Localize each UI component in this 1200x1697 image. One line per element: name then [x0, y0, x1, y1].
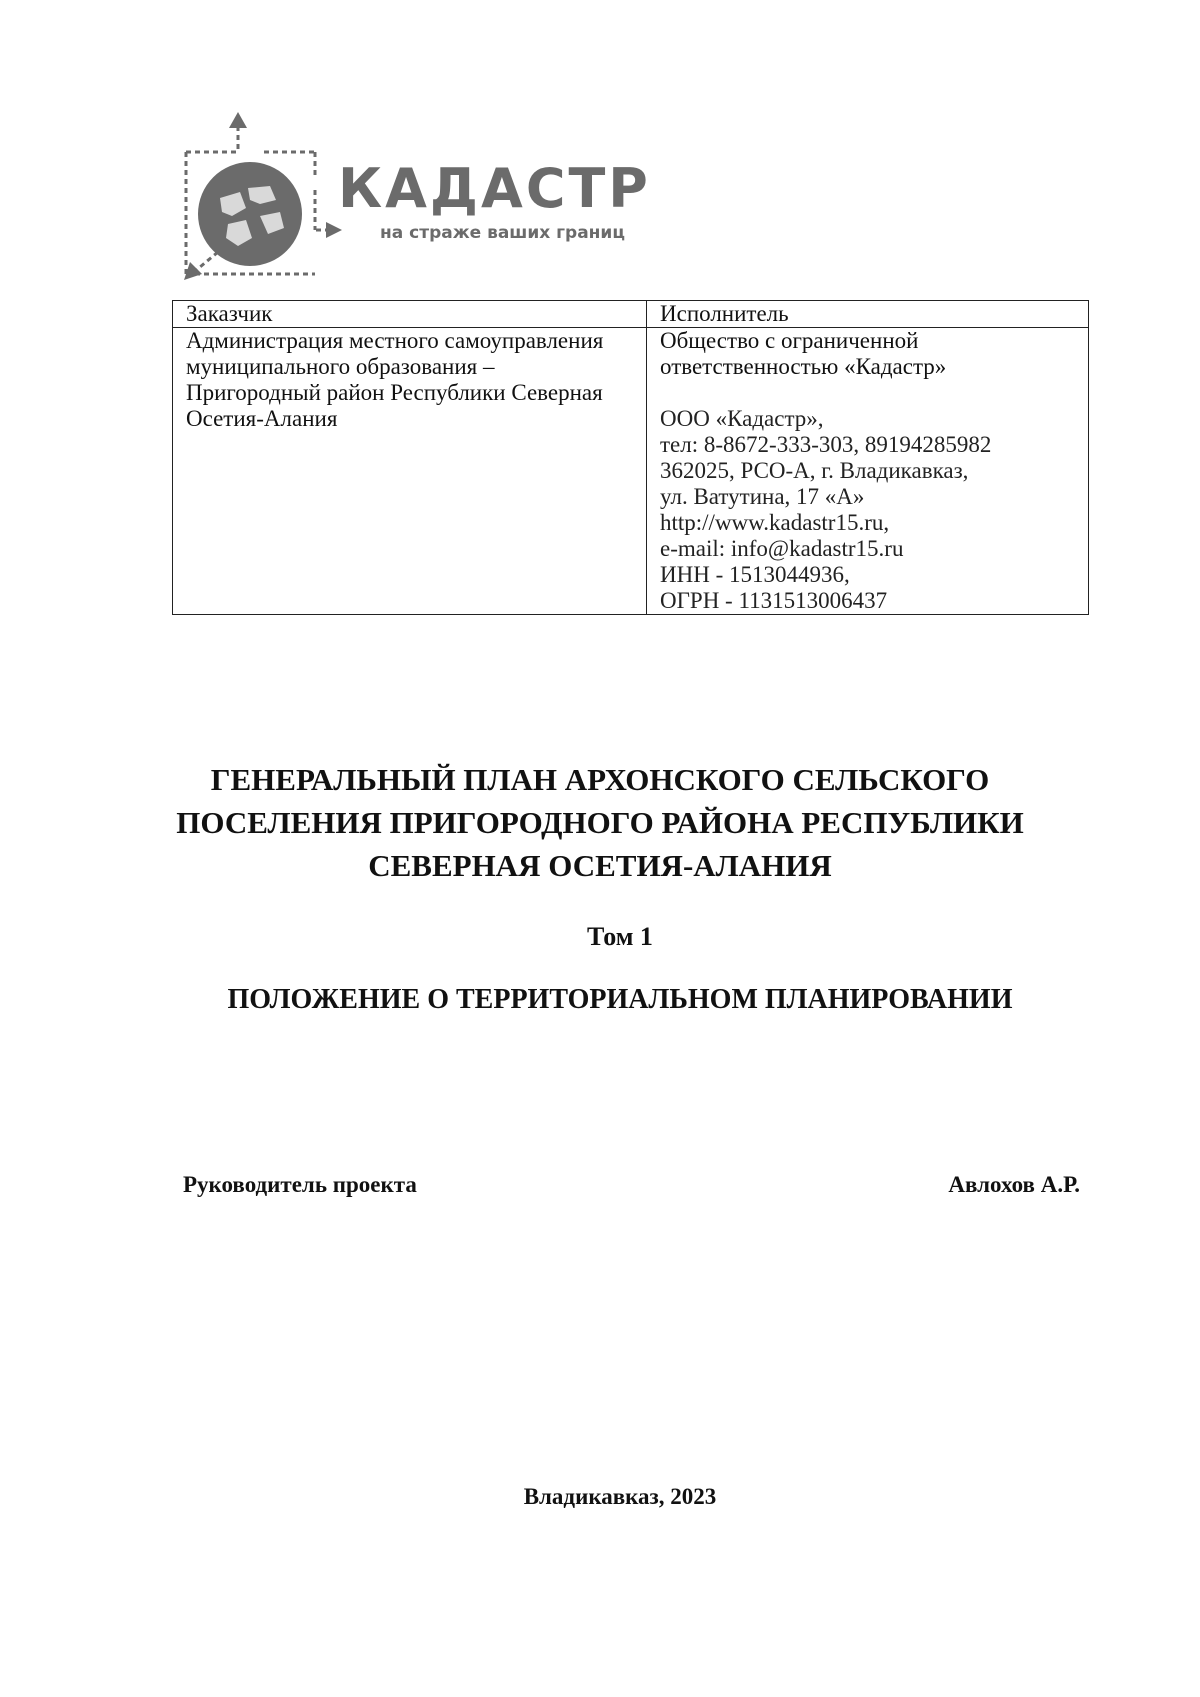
company-logo [180, 112, 680, 287]
customer-header: Заказчик [173, 301, 647, 328]
logo-tagline: на страже ваших границ [380, 223, 625, 243]
contractor-header: Исполнитель [647, 301, 1089, 328]
globe-with-corner-arrows-icon [180, 112, 350, 287]
place-year: Владикавказ, 2023 [523, 1484, 717, 1509]
customer-name: Администрация местного самоуправления муниципального образования – Пригородный район Республики Северная Осетия-Алания [186, 328, 604, 431]
document-title: ГЕНЕРАЛЬНЫЙ ПЛАН АРХОНСКОГО СЕЛЬСКОГО ПОСЕЛЕНИЯ ПРИГОРОДНОГО РАЙОНА РЕСПУБЛИКИ СЕВЕРНАЯ ОСЕТИЯ-АЛАНИЯ [176, 762, 1024, 883]
table-header-row [173, 301, 1089, 328]
section-title: ПОЛОЖЕНИЕ О ТЕРРИТОРИАЛЬНОМ ПЛАНИРОВАНИИ [227, 984, 1013, 1015]
volume-label: Том 1 [587, 922, 653, 951]
signature-role: Руководитель проекта [183, 1172, 417, 1197]
logo-title: КАДАСТР [338, 157, 651, 220]
contractor-contacts: ООО «Кадастр», тел: 8-8672-333-303, 89194285982 362025, РСО-А, г. Владикавказ, ул. Ватутина, 17 «А» http://www.kadastr15.ru, e-mail: info@kadastr15.ru ИНН - 1513044936, ОГРН - 1131513006437 [660, 406, 992, 613]
table-row [173, 328, 1089, 615]
parties-table [172, 300, 1089, 615]
signature-name: Авлохов А.Р. [948, 1172, 1080, 1197]
contractor-cell [647, 328, 1089, 615]
contractor-name: Общество с ограниченной ответственностью «Кадастр» [660, 328, 947, 379]
customer-cell [173, 328, 647, 615]
